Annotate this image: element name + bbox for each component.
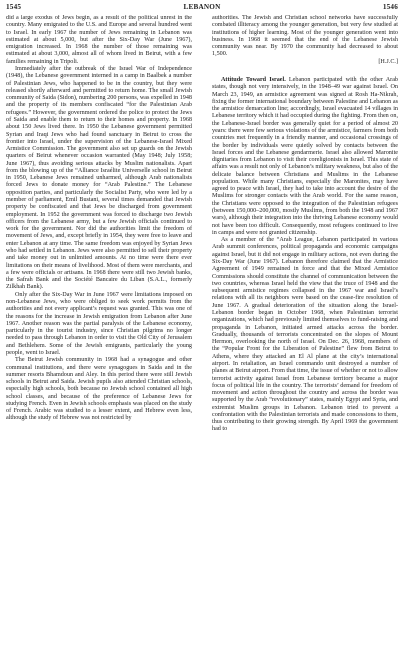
- running-title: LEBANON: [183, 3, 221, 11]
- right-paragraph-3: As a member of the “Arab League, Lebanon participated in various Arab summit conferences, political propaganda and economic campaigns against Israel, but it did not engage in military actions, not even during the Six-Day War (June 1967). Lebanon therefore claimed that the Armistice Agreement of 1949 remained in force and that the Mixed Armistice Commissions should constitute the channel of communication between the two countries, whereas Israel held the view that the truce of 1948 and the subsequent armistice regimes collapsed in the 1967 war and Israel’s relations with all its neighbors were based on the cease-fire resolution of June 1967. A gradual deterioration of the situation along the Israel-Lebanon border began in October 1968, when Palestinian terrorist organizations, which had previously limited themselves to fund-raising and propaganda in Lebanon, initiated armed attacks across the border. Gradually, thousands of terrorists concentrated on the slopes of Mount Hermon, overlooking the north of Israel. On Dec. 26, 1968, members of the “Popular Front for the Liberation of Palestine” flew from Beirut to Athens, where they attacked an El Al plane at the city’s international airport. In retaliation, an Israel commando unit destroyed a number of planes at Beirut airport. From that time, the issue of whether or not to allow terrorist activity against Israel from Lebanese territory became a major focus of political life in the country. The terrorists’ demand for freedom of movement and action throughout the country and across the border was supported by the Arab “revolutionary” states, mainly Egypt and Syria, and extremist Muslim groups in Lebanon. Lebanon tried to prevent a confrontation with the Palestinian terrorists and made concessions to them, thus contributing to their growing strength. By April 1969 the government had to: [212, 237, 398, 433]
- page-number-right: 1546: [382, 3, 398, 11]
- left-paragraph-3: Only after the Six-Day War in June 1967 were limitations imposed on non-Lebanese Jews, who were obliged to seek work permits from the authorities and not every applicant’s request was granted. This was one of the reasons for the increase in Jewish emigration from Lebanon after June 1967. Another reason was the partial paralysis of the Lebanese economy, particularly in the tourist industry, since Christian pilgrims no longer needed to pass through Lebanon in order to visit the Old City of Jerusalem and Bethlehem. Some of the Jewish emigrants, particularly the young people, went to Israel.: [6, 291, 192, 356]
- left-paragraph-4: The Beirut Jewish community in 1968 had a synagogue and other communal institutions, and there were synagogues in Saida and in the summer resorts Bhamdoun and Aley. In this period there were still Jewish schools in Beirut and Saida. Jewish pupils also attended Christian schools, especially high schools, both because no Jewish school contained all high school classes, and because of the preference of Lebanese Jews for studying French. Even in Jewish schools emphasis was placed on the study of French. Arabic was studied to a lesser extent, and Hebrew even less, although the study of Hebrew was not restricted by: [6, 357, 192, 422]
- right-column: [212, 15, 398, 651]
- section-heading: Attitude Toward Israel.: [221, 76, 286, 83]
- right-paragraph-1: authorities. The Jewish and Christian school networks have successfully combated illiteracy among the younger generation, but very few studied at institutions of higher learning. Most of the younger generation went into business. In 1968 it seemed that the end of the Lebanese Jewish community was near. By 1970 the community had decreased to about 1,500.: [212, 15, 398, 58]
- right-paragraph-2: [212, 77, 398, 237]
- running-header: [6, 3, 398, 13]
- left-paragraph-1: did a large exodus of Jews begin, as a result of the political unrest in the country. Many emigrated to the U.S. and Europe and several hundred went to Israel. In early 1967 the number of Jews remaining in Lebanon was estimated at about 5,000, but after the Six-Day War (June 1967), emigration increased. In 1968 the number of those remaining was estimated at about 3,000, almost all of whom lived in Beirut, with a few families remaining in Tripoli.: [6, 15, 192, 65]
- left-column: [6, 15, 192, 651]
- author-initials: [H.J.C.]: [378, 58, 398, 65]
- page-number-left: 1545: [6, 3, 22, 11]
- left-paragraph-2: Immediately after the outbreak of the Israel War of Independence (1948), the Lebanese government interned in a camp in Baalbek a number of Palestinian Jews, who happened to be in the country, but they were released shortly afterward and permitted to return home. The small Jewish community of Saida (Sidon), numbering 200 persons, was expelled in 1948 and the property of its members confiscated “for the Palestinian Arab refugees.” However, the government ordered the police to protect the Jews of Saida and enable them to return to their homes and property. In 1968 about 150 Jews lived there. In 1950 the Lebanese government permitted Syrian and Iraqi Jews who had found sanctuary in Beirut to cross the frontier into Israel, under the supervision of the Lebanese-Israel Mixed Armistice Commission. The government also set up guards on the Jewish quarters of Beirut whenever occasion warranted (May 1948; July 1958; June 1967), thus avoiding serious attacks by Muslim nationalists. Apart from the blowing up of the “Alliance Israélite Universelle school in Beirut in 1950, Lebanese Jews remained unharmed, although Arab nationalists forced Jews to donate money for “Arab Palestine.” The Lebanese opposition parties, and particularly the Socialist Party, who were led by a member of parliament, Emil Bustani, several times demanded that Jewish property be confiscated and that Jews be discharged from government employment. In 1952 the government was forced to discharge two Jewish officers from the Lebanese army, but a few Jewish officials continued to work for the government. Nor did the authorities limit the freedom of movement of Jews, and, except briefly in 1954, they were free to leave and enter Lebanon at any time. The same freedom was enjoyed by Syrian Jews who had settled in Lebanon. Jews were also permitted to sell their property and take money out in unlimited amounts. At no time were there ever limitations on their means of livelihood. Most of them were merchants, and a few were officials or artisans. In 1968 there were still two Jewish banks, the Safrah Bank and the Société Bancaire du Liban (S.A.L., formerly Zilkhah Bank).: [6, 65, 192, 291]
- right-paragraph-2-text: Lebanon participated with the other Arab states, though not very intensively, in the 1948–49 war against Israel. On March 23, 1949, an armistice agreement was signed at Rosh Ha-Nikrah, fixing the former international boundary between Palestine and Lebanon as the armistice demarcation line; accordingly, Israel evacuated 14 villages in Lebanese territory which it had occupied during the fighting. From then on, the Lebanese-Israel border was generally quiet for a period of almost 20 years: there were few serious violations of the armistice, farmers from both countries met frequently in a friendly manner, and occasional crossings of the border by individuals were quietly solved by contacts between the Israel forces and the Lebanese gendarmerie. Israel also allowed Maronite dignitaries from Lebanon to visit their coreligionists in Israel. This state of affairs was a result not only of Lebanon’s military weakness, but also of the delicate balance between Christians and Muslims in the Lebanese population. While many Christians, especially the Maronites, may have agreed to peace with Israel, they had to take into account the desire of the Muslims for stronger contacts with the Arab world. For the same reason, the Christians were opposed to the integration of the Palestinian refugees (between 150,000–200,000, mostly Muslims, from both the 1948 and 1967 wars), although their integration into the thriving Lebanese economy would not have been too difficult. Consequently, most refugees continued to live in camps and were not granted citizenship.: [212, 76, 398, 236]
